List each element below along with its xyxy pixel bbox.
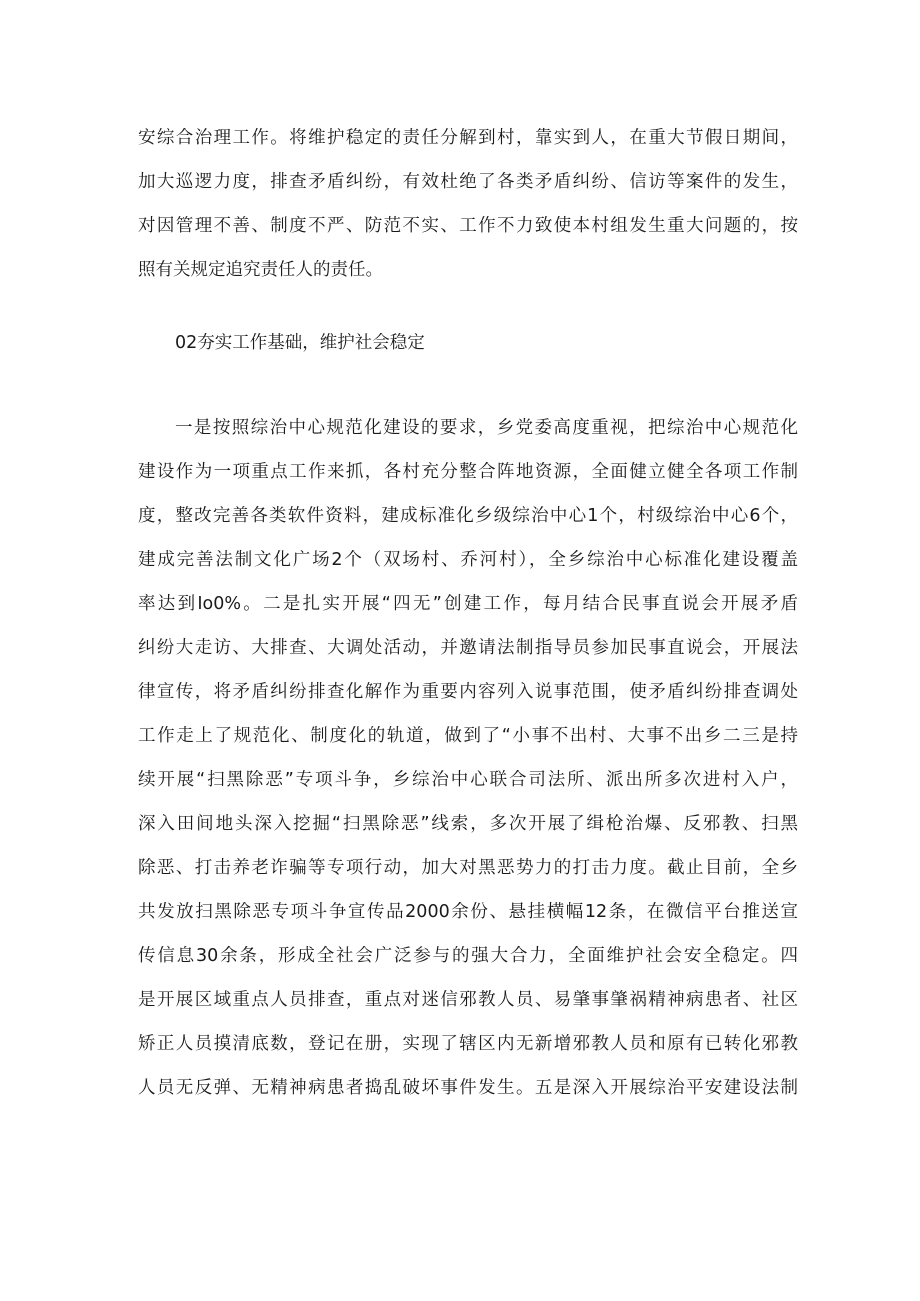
section-heading: 02夯实工作基础，维护社会稳定 [175,333,425,353]
paragraph-2-line-1: 一是按照综治中心规范化建设的要求，乡党委高度重视，把综治中心规范化 [175,418,798,438]
paragraph-1-line-2: 加大巡逻力度，排查矛盾纠纷，有效杜绝了各类矛盾纠纷、信访等案件的发生， [138,172,798,192]
paragraph-2-line-10: 深入田间地头深入挖掘“扫黑除恶”线索，多次开展了缉枪治爆、反邪教、扫黑 [138,814,798,834]
paragraph-2-line-5: 率达到Io0%。二是扎实开展“四无”创建工作，每月结合民事直说会开展矛盾 [138,594,798,614]
paragraph-2-line-13: 传信息30余条，形成全社会广泛参与的强大合力，全面维护社会安全稳定。四 [138,946,798,966]
paragraph-2-line-14: 是开展区域重点人员排查，重点对迷信邪教人员、易肇事肇祸精神病患者、社区 [138,990,798,1010]
paragraph-1-line-1: 安综合治理工作。将维护稳定的责任分解到村，靠实到人，在重大节假日期间， [138,128,798,148]
paragraph-2-line-7: 律宣传，将矛盾纠纷排查化解作为重要内容列入说事范围，使矛盾纠纷排查调处 [138,682,798,702]
paragraph-2-line-9: 续开展“扫黑除恶”专项斗争，乡综治中心联合司法所、派出所多次进村入户， [138,770,798,790]
paragraph-2-line-2: 建设作为一项重点工作来抓，各村充分整合阵地资源，全面健立健全各项工作制 [138,462,798,482]
paragraph-2-line-8: 工作走上了规范化、制度化的轨道，做到了“小事不出村、大事不出乡二三是持 [138,726,798,746]
paragraph-2-line-16: 人员无反弹、无精神病患者捣乱破坏事件发生。五是深入开展综治平安建设法制 [138,1078,798,1098]
paragraph-2-line-3: 度，整改完善各类软件资料，建成标准化乡级综治中心1个，村级综治中心6个， [138,506,798,526]
paragraph-2-line-6: 纠纷大走访、大排查、大调处活动，并邀请法制指导员参加民事直说会，开展法 [138,638,798,658]
paragraph-2-line-11: 除恶、打击养老诈骗等专项行动，加大对黑恶势力的打击力度。截止目前，全乡 [138,858,798,878]
paragraph-2-line-4: 建成完善法制文化广场2个（双场村、乔河村），全乡综治中心标准化建设覆盖 [138,550,798,570]
paragraph-2-line-12: 共发放扫黑除恶专项斗争宣传品2000余份、悬挂横幅12条，在微信平台推送宣 [138,902,798,922]
paragraph-1-line-4: 照有关规定追究责任人的责任。 [138,260,383,280]
paragraph-2-line-15: 矫正人员摸清底数，登记在册，实现了辖区内无新增邪教人员和原有已转化邪教 [138,1034,798,1054]
paragraph-1-line-3: 对因管理不善、制度不严、防范不实、工作不力致使本村组发生重大问题的，按 [138,216,798,236]
